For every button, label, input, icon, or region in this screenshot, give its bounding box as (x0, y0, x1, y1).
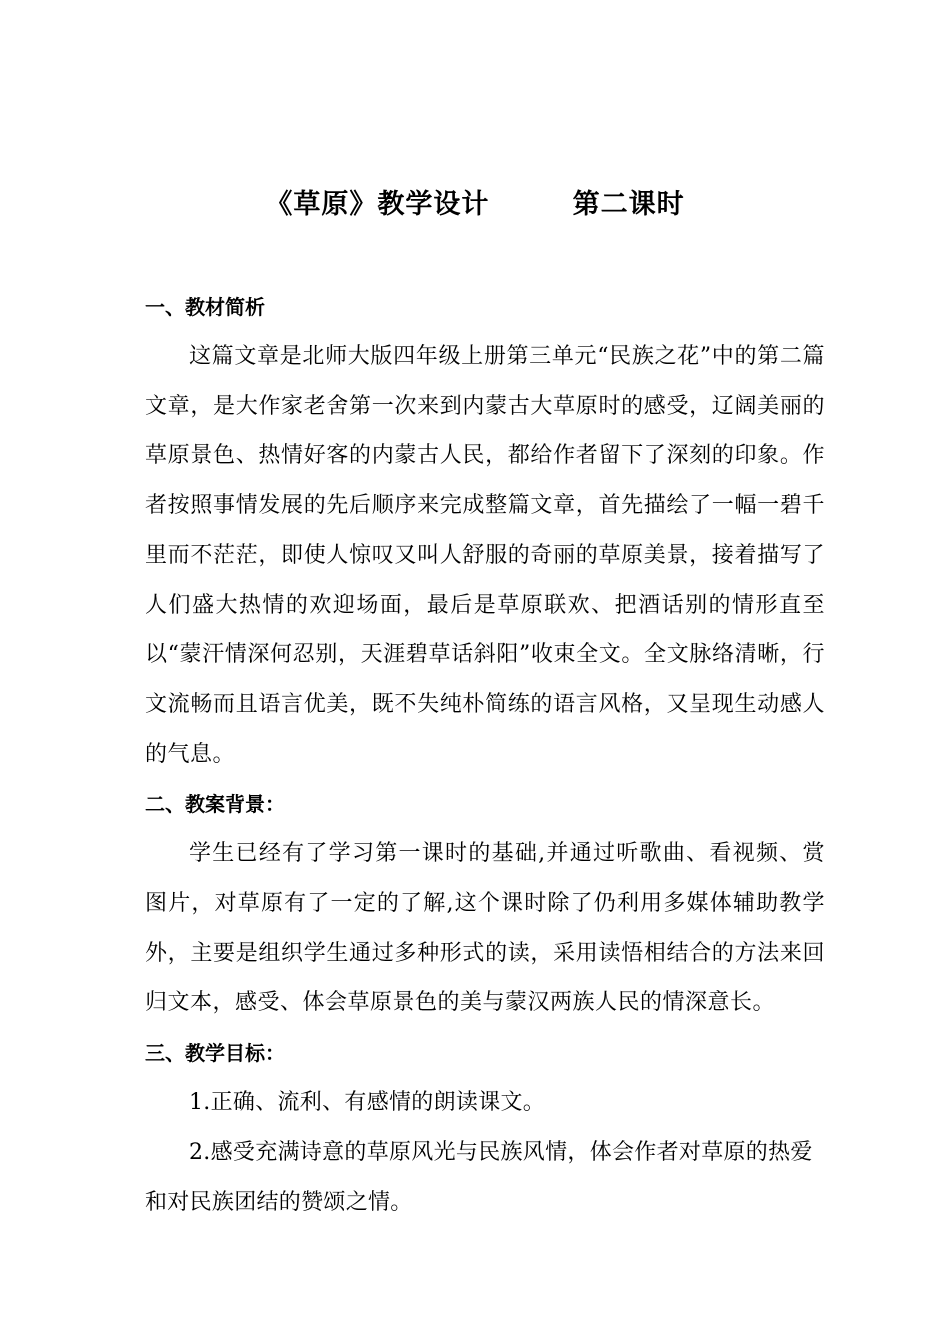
goal-item: 1.正确、流利、有感情的朗读课文。 (189, 1090, 546, 1116)
document-body (145, 282, 825, 1227)
goal-item: 2.感受充满诗意的草原风光与民族风情，体会作者对草原的热爱和对民族团结的赞颂之情。 (145, 1139, 813, 1215)
document-title: 《草原》教学设计 第二课时 (265, 189, 685, 220)
section-textbook-analysis (145, 282, 825, 779)
section-heading: 二、教案背景： (145, 792, 285, 817)
section-heading: 三、教学目标： (145, 1041, 285, 1066)
section-teaching-goals (145, 1028, 825, 1227)
section-lesson-background (145, 779, 825, 1028)
section-paragraph: 学生已经有了学习第一课时的基础,并通过听歌曲、看视频、赏图片，对草原有了一定的了解,这个课时除了仍利用多媒体辅助教学外，主要是组织学生通过多种形式的读，采用读悟相结合的方法来回归文本，感受、体会草原景色的美与蒙汉两族人民的情深意长。 (145, 841, 825, 1016)
section-heading: 一、教材简析 (145, 295, 265, 319)
section-paragraph: 这篇文章是北师大版四年级上册第三单元“民族之花”中的第二篇文章，是大作家老舍第一次来到内蒙古大草原时的感受，辽阔美丽的草原景色、热情好客的内蒙古人民，都给作者留下了深刻的印象。作者按照事情发展的先后顺序来完成整篇文章，首先描绘了一幅一碧千里而不茫茫，即使人惊叹又叫人舒服的奇丽的草原美景，接着描写了人们盛大热情的欢迎场面，最后是草原联欢、把酒话别的情形直至以“蒙汗情深何忍别，天涯碧草话斜阳”收束全文。全文脉络清晰，行文流畅而且语言优美，既不失纯朴简练的语言风格，又呈现生动感人的气息。 (145, 344, 825, 767)
